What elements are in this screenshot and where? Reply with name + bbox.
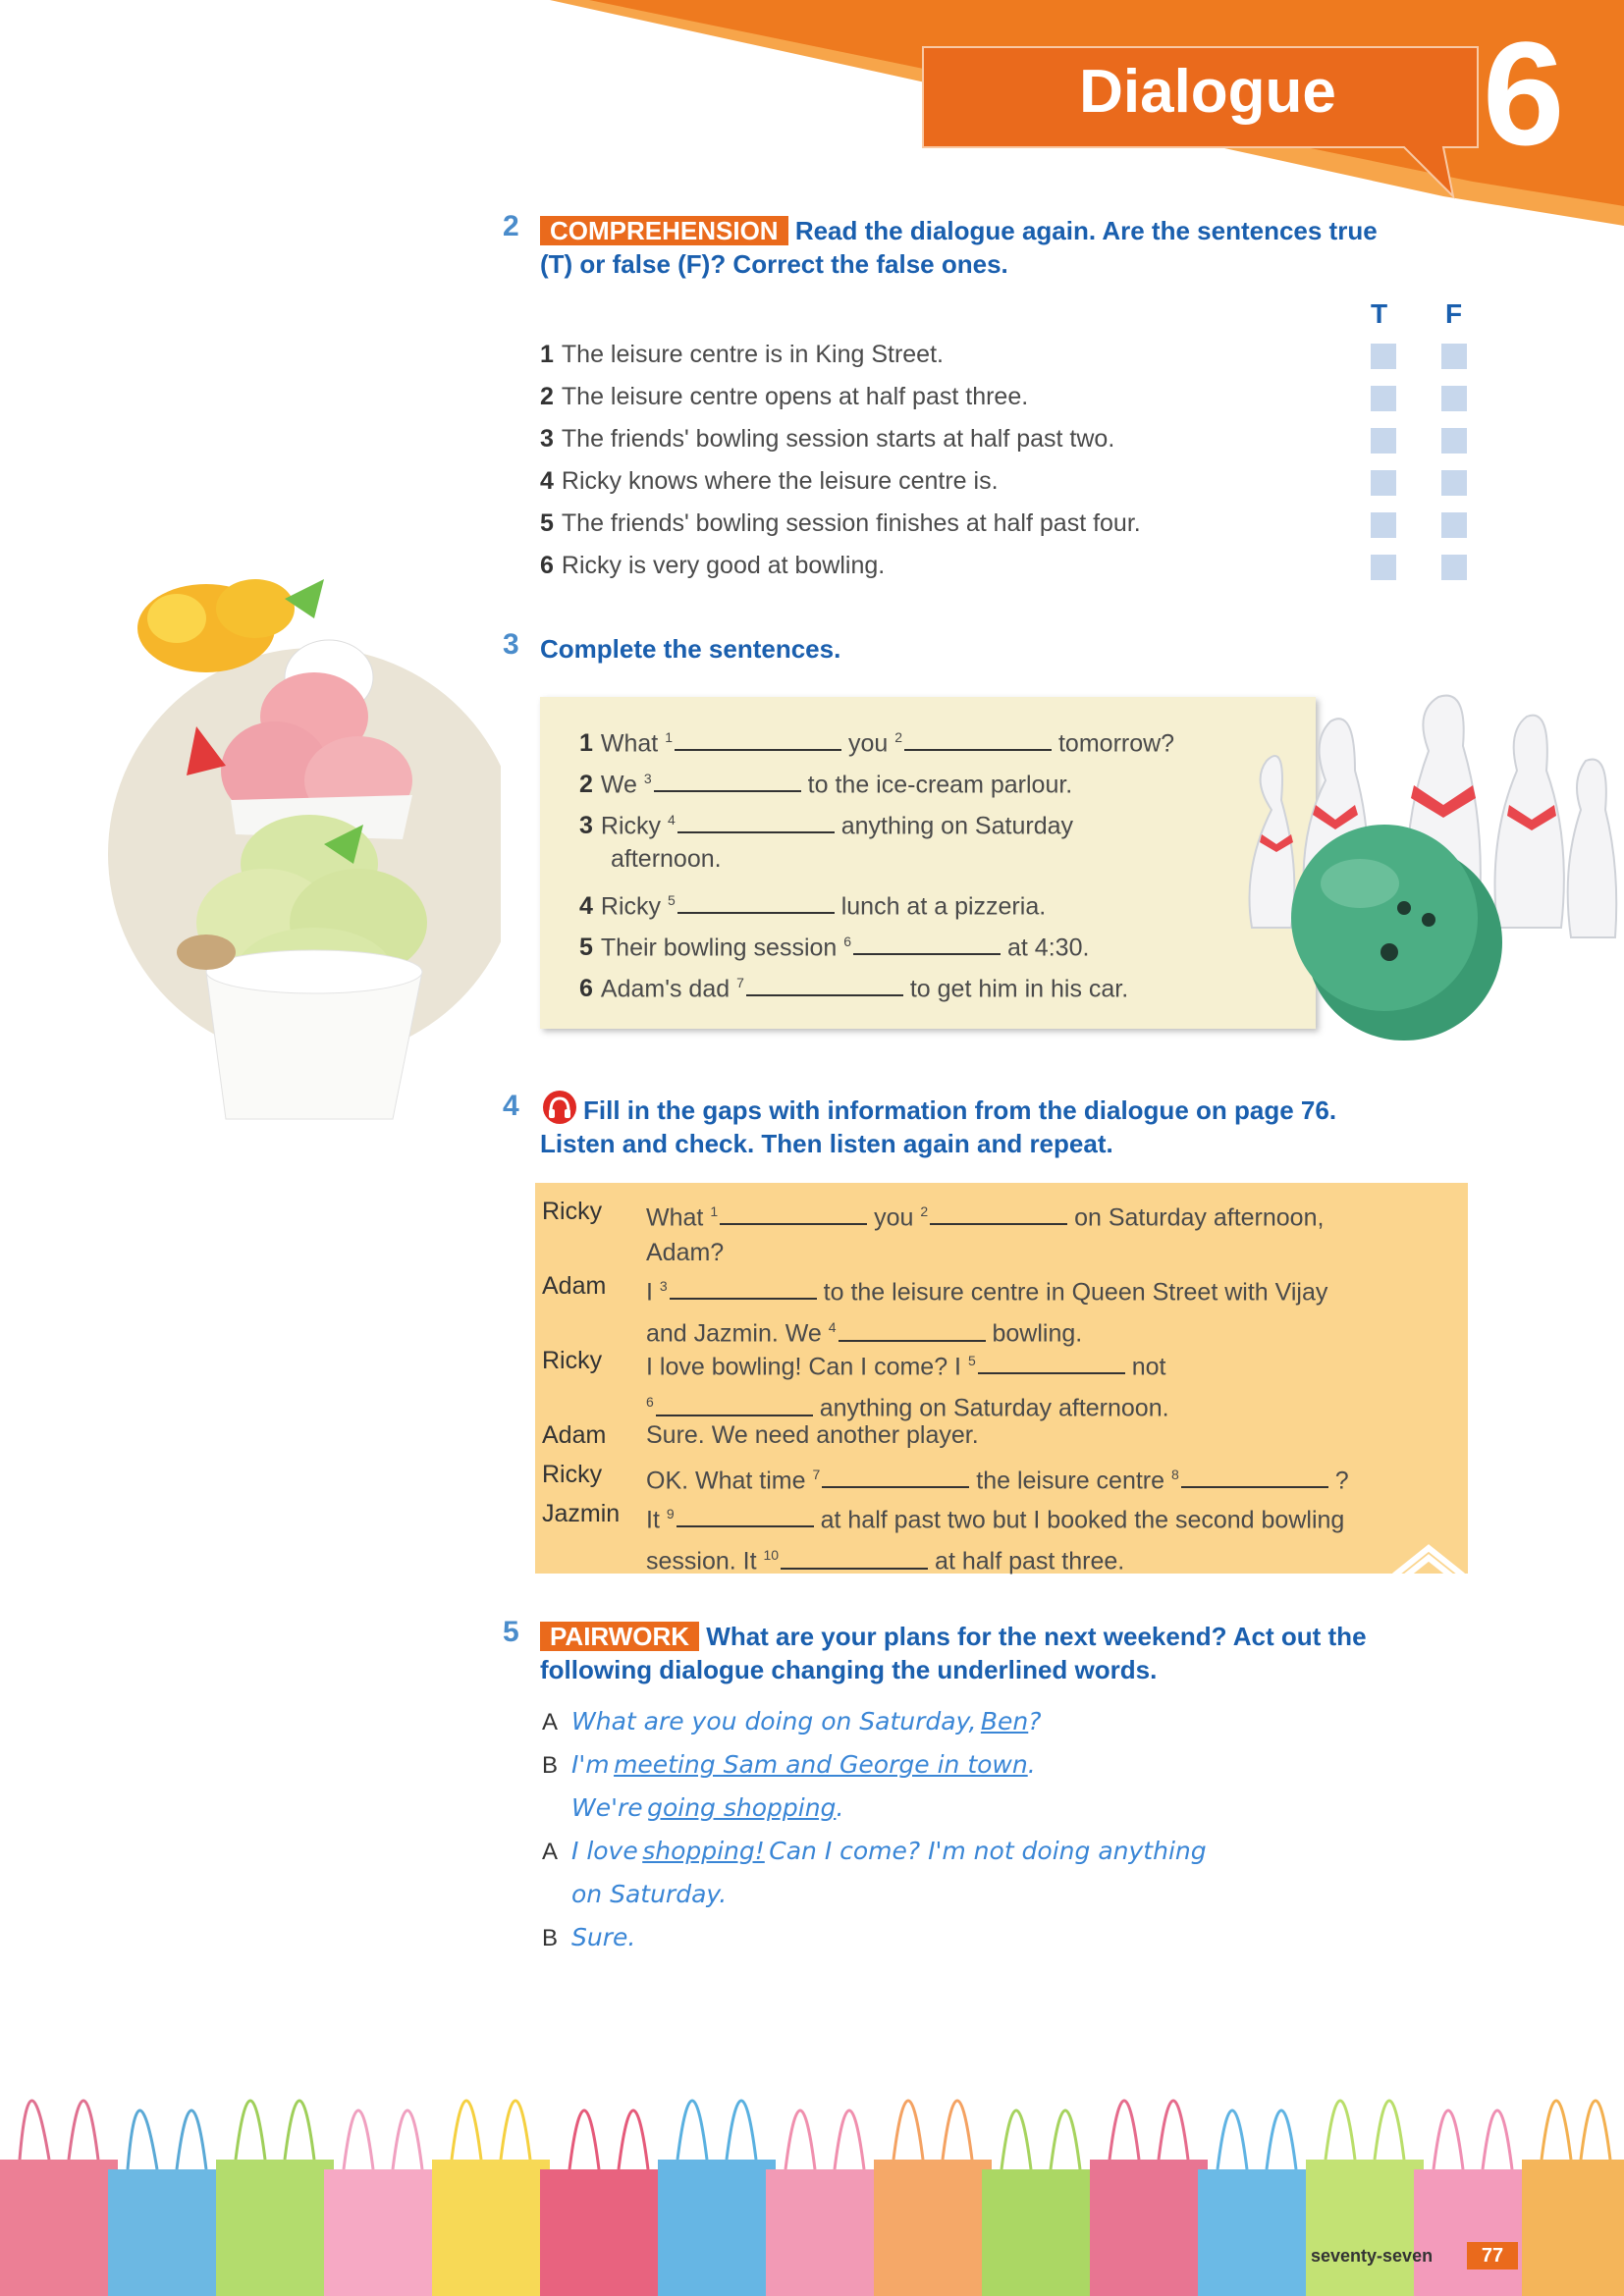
pairwork-tag: PAIRWORK — [540, 1622, 699, 1651]
dialogue — [542, 1194, 1455, 1575]
gap[interactable] — [656, 1393, 813, 1416]
comprehension-tag: COMPREHENSION — [540, 216, 788, 245]
page-title: Dialogue — [1079, 58, 1336, 126]
gap[interactable] — [670, 1276, 817, 1300]
tf-item: 2 The leisure centre opens at half past three. — [540, 383, 1029, 410]
exercise-3-number: 3 — [503, 628, 519, 661]
gap[interactable] — [677, 890, 835, 914]
dialogue-row: Jazmin It $^9$ at half past two but I booked the second bowling session. It $^{10}$ at half past three. — [542, 1500, 1345, 1575]
gap[interactable] — [1181, 1465, 1328, 1488]
bowling-image — [1232, 692, 1624, 1045]
ex3-sentence-6: 6 Adam's dad $^7$ to get him in his car. — [579, 975, 1129, 1003]
gap[interactable] — [978, 1351, 1125, 1374]
model-line: A I love shopping! Can I come? I'm not doing anything — [542, 1837, 1207, 1865]
dialogue-row: Ricky I love bowling! Can I come? I $^5$ not $^6$ anything on Saturday afternoon. — [542, 1347, 1169, 1422]
tf-item: 6 Ricky is very good at bowling. — [540, 552, 886, 579]
true-checkbox[interactable] — [1371, 555, 1396, 580]
true-checkbox[interactable] — [1371, 386, 1396, 411]
false-checkbox[interactable] — [1441, 344, 1467, 369]
false-checkbox[interactable] — [1441, 428, 1467, 454]
gap[interactable] — [675, 727, 841, 751]
ex3-sentence-3-cont: afternoon. — [611, 845, 722, 873]
tf-item: 5 The friends' bowling session finishes at half past four. — [540, 509, 1141, 537]
gap[interactable] — [677, 1504, 814, 1527]
page-number: 77 — [1467, 2242, 1518, 2269]
gap[interactable] — [904, 727, 1052, 751]
gap[interactable] — [720, 1201, 867, 1225]
gap[interactable] — [853, 932, 1001, 955]
model-line: on Saturday. — [571, 1880, 728, 1908]
gap[interactable] — [654, 769, 801, 792]
model-line: We're going shopping. — [571, 1793, 844, 1822]
model-line: B Sure. — [542, 1923, 636, 1951]
dialogue-row: Adam I $^3$ to the leisure centre in Queen Street with Vijay and Jazmin. We $^4$ bowling. — [542, 1272, 1328, 1348]
true-checkbox[interactable] — [1371, 428, 1396, 454]
ex3-sentence-5: 5 Their bowling session $^6$ at 4:30. — [579, 934, 1090, 962]
dialogue-row: Adam Sure. We need another player. — [542, 1421, 979, 1449]
model-line: A What are you doing on Saturday, Ben? — [542, 1707, 1042, 1735]
ice-cream-image — [88, 540, 501, 1148]
exercise-5-number: 5 — [503, 1616, 519, 1648]
dialogue-row: Ricky OK. What time $^7$ the leisure centre $^8$ ? — [542, 1461, 1349, 1495]
gap[interactable] — [746, 973, 903, 996]
ex3-sentence-1: 1 What $^1$ you $^2$ tomorrow? — [579, 729, 1175, 758]
exercise-4-instruction-1: Fill in the gaps with information from the dialogue on page 76. — [583, 1095, 1337, 1125]
true-checkbox[interactable] — [1371, 470, 1396, 496]
false-checkbox[interactable] — [1441, 555, 1467, 580]
gap[interactable] — [677, 810, 835, 833]
exercise-2-number: 2 — [503, 210, 519, 242]
dialogue-row: Ricky What $^1$ you $^2$ on Saturday afternoon, Adam? — [542, 1198, 1325, 1267]
ex3-sentence-2: 2 We $^3$ to the ice-cream parlour. — [579, 771, 1073, 799]
exercise-4-instruction-2: Listen and check. Then listen again and repeat. — [540, 1129, 1113, 1158]
gap[interactable] — [781, 1546, 928, 1570]
true-checkbox[interactable] — [1371, 512, 1396, 538]
false-checkbox[interactable] — [1441, 512, 1467, 538]
exercise-3-instruction: Complete the sentences. — [540, 634, 841, 664]
false-column-header: F — [1445, 298, 1463, 329]
tf-item: 1 The leisure centre is in King Street. — [540, 341, 944, 368]
ex3-sentence-4: 4 Ricky $^5$ lunch at a pizzeria. — [579, 892, 1047, 921]
gap[interactable] — [839, 1318, 986, 1342]
page-number-words: seventy-seven — [1311, 2246, 1434, 2266]
ex3-sentence-3: 3 Ricky $^4$ anything on Saturday — [579, 812, 1073, 840]
model-line: B I'm meeting Sam and George in town. — [542, 1750, 1036, 1779]
exercise-4-number: 4 — [503, 1090, 519, 1122]
model-dialogue — [542, 1702, 1207, 1961]
tf-item: 3 The friends' bowling session starts at half past two. — [540, 425, 1115, 453]
exercise-5-instruction: PAIRWORK What are your plans for the next weekend? Act out the following dialogue changing the underlined words. — [540, 1622, 1367, 1684]
gap[interactable] — [822, 1465, 969, 1488]
unit-number: 6 — [1483, 11, 1565, 176]
audio-icon[interactable] — [542, 1090, 577, 1125]
exercise-2-instruction: COMPREHENSION Read the dialogue again. Are the sentences true (T) or false (F)? Correct the false ones. — [540, 216, 1378, 279]
false-checkbox[interactable] — [1441, 470, 1467, 496]
true-checkbox[interactable] — [1371, 344, 1396, 369]
false-checkbox[interactable] — [1441, 386, 1467, 411]
gap[interactable] — [930, 1201, 1067, 1225]
true-column-header: T — [1371, 298, 1388, 329]
tf-item: 4 Ricky knows where the leisure centre is. — [540, 467, 999, 495]
